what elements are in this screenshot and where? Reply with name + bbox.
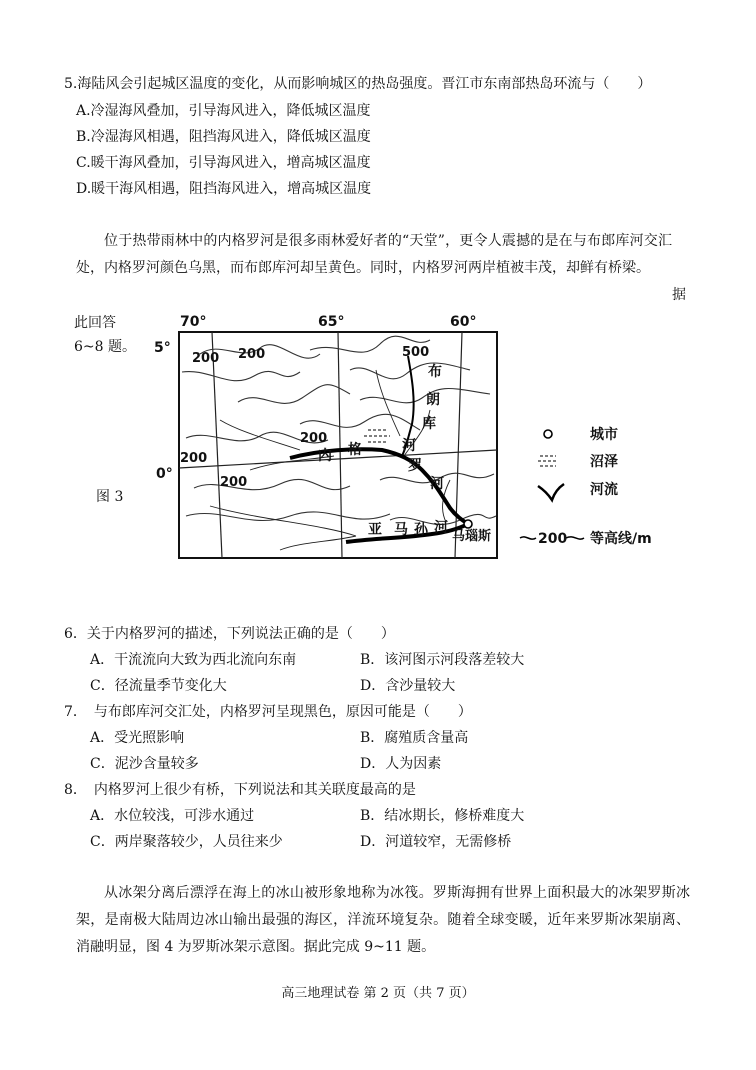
- map-legend: [520, 426, 652, 547]
- passage-tail-line2: 6~8 题。: [74, 339, 136, 355]
- amazon-label-1: 亚: [368, 522, 382, 538]
- negro-label-4: 罗: [408, 458, 422, 474]
- branco-label-3: 库: [422, 416, 436, 432]
- q7-stem: 7． 与布郎库河交汇处，内格罗河呈现黑色，原因可能是（ ）: [64, 704, 472, 720]
- contour-label: 200: [192, 351, 220, 366]
- negro-label-3: 河: [402, 438, 416, 454]
- q5-option-b: B.冷湿海风相遇，阻挡海风进入，降低城区温度: [76, 129, 371, 145]
- branco-label-2: 朗: [426, 392, 440, 408]
- q8-option-b: B．结冰期长，修桥难度大: [360, 808, 525, 824]
- q8-option-a: A．水位较浅，可涉水通过: [90, 808, 255, 824]
- q7-option-d: D．人为因素: [360, 756, 442, 772]
- map-svg: [150, 310, 690, 566]
- q7-option-c: C．泥沙含量较多: [90, 756, 199, 772]
- lon-label-70: 70°: [180, 314, 207, 330]
- negro-label-2: 格: [348, 442, 362, 458]
- legend-contour-symbol: [520, 537, 536, 539]
- legend-swamp-label: 沼泽: [590, 454, 618, 470]
- legend-river-symbol: [538, 484, 564, 500]
- city-marker-manaus: [464, 520, 472, 528]
- q5-option-d: D.暖干海风相遇，阻挡海风进入，增高城区温度: [76, 181, 372, 197]
- q6-option-a: A．干流流向大致为西北流向东南: [90, 652, 297, 668]
- q8-option-d: D．河道较窄，无需修桥: [360, 834, 512, 850]
- legend-contour-label: 等高线/m: [590, 531, 652, 547]
- q5-stem: 5.海陆风会引起城区温度的变化，从而影响城区的热岛强度。晋江市东南部热岛环流与（ ）: [64, 76, 652, 92]
- legend-swamp-symbol: [538, 456, 558, 466]
- figure-3-caption: 图 3: [96, 489, 124, 505]
- contour-label: 500: [402, 345, 430, 360]
- contour-label: 200: [180, 451, 208, 466]
- passage-negro-river: 位于热带雨林中的内格罗河是很多雨林爱好者的“天堂”，更令人震撼的是在与布郎库河交汇处，内格罗河颜色乌黑，而布郎库河却呈黄色。同时，内格罗河两岸植被丰茂，却鲜有桥梁。: [76, 233, 672, 276]
- branco-label-1: 布: [428, 364, 442, 380]
- negro-label-1: 内: [318, 448, 332, 464]
- amazon-label-4: 河: [434, 520, 448, 536]
- q6-option-d: D．含沙量较大: [360, 678, 456, 694]
- amazon-label-3: 孙: [414, 522, 428, 538]
- contour-label: 200: [238, 347, 266, 362]
- lat-label-0: 0°: [156, 466, 173, 482]
- q5-option-c: C.暖干海风叠加，引导海风进入，增高城区温度: [76, 155, 371, 171]
- passage-tail-right: 据: [672, 287, 686, 303]
- negro-label-5: 河: [430, 476, 444, 492]
- q6-stem: 6．关于内格罗河的描述，下列说法正确的是（ ）: [64, 626, 395, 642]
- q6-option-c: C．径流量季节变化大: [90, 678, 227, 694]
- figure-3-map: [150, 310, 690, 566]
- q7-option-a: A．受光照影响: [90, 730, 185, 746]
- q8-stem: 8． 内格罗河上很少有桥，下列说法和其关联度最高的是: [64, 782, 416, 798]
- q8-option-c: C．两岸聚落较少，人员往来少: [90, 834, 283, 850]
- contour-label: 200: [300, 431, 328, 446]
- legend-city-symbol: [544, 430, 552, 438]
- city-label-manaus: 马瑙斯: [452, 529, 492, 544]
- lon-label-65: 65°: [318, 314, 345, 330]
- q7-option-b: B．腐殖质含量高: [360, 730, 469, 746]
- legend-river-label: 河流: [590, 482, 618, 498]
- lon-label-60: 60°: [450, 314, 477, 330]
- legend-contour-value: 200: [538, 531, 568, 547]
- legend-city-label: 城市: [590, 427, 618, 443]
- q5-option-a: A.冷湿海风叠加，引导海风进入，降低城区温度: [76, 103, 371, 119]
- passage-ross-ice-shelf: 从冰架分离后漂浮在海上的冰山被形象地称为冰筏。罗斯海拥有世界上面积最大的冰架罗斯冰架，是南极大陆周边冰山输出最强的海区，洋流环境复杂。随着全球变暖，近年来罗斯冰架崩离、消融明显，图 4 为罗斯冰架示意图。据此完成 9~11 题。: [76, 885, 690, 955]
- contour-label: 200: [220, 475, 248, 490]
- passage-tail-line1: 此回答: [74, 315, 116, 331]
- lat-label-5: 5°: [154, 340, 171, 356]
- page-footer: 高三地理试卷 第 2 页（共 7 页）: [281, 986, 475, 1001]
- amazon-label-2: 马: [394, 522, 408, 538]
- q6-option-b: B．该河图示河段落差较大: [360, 652, 525, 668]
